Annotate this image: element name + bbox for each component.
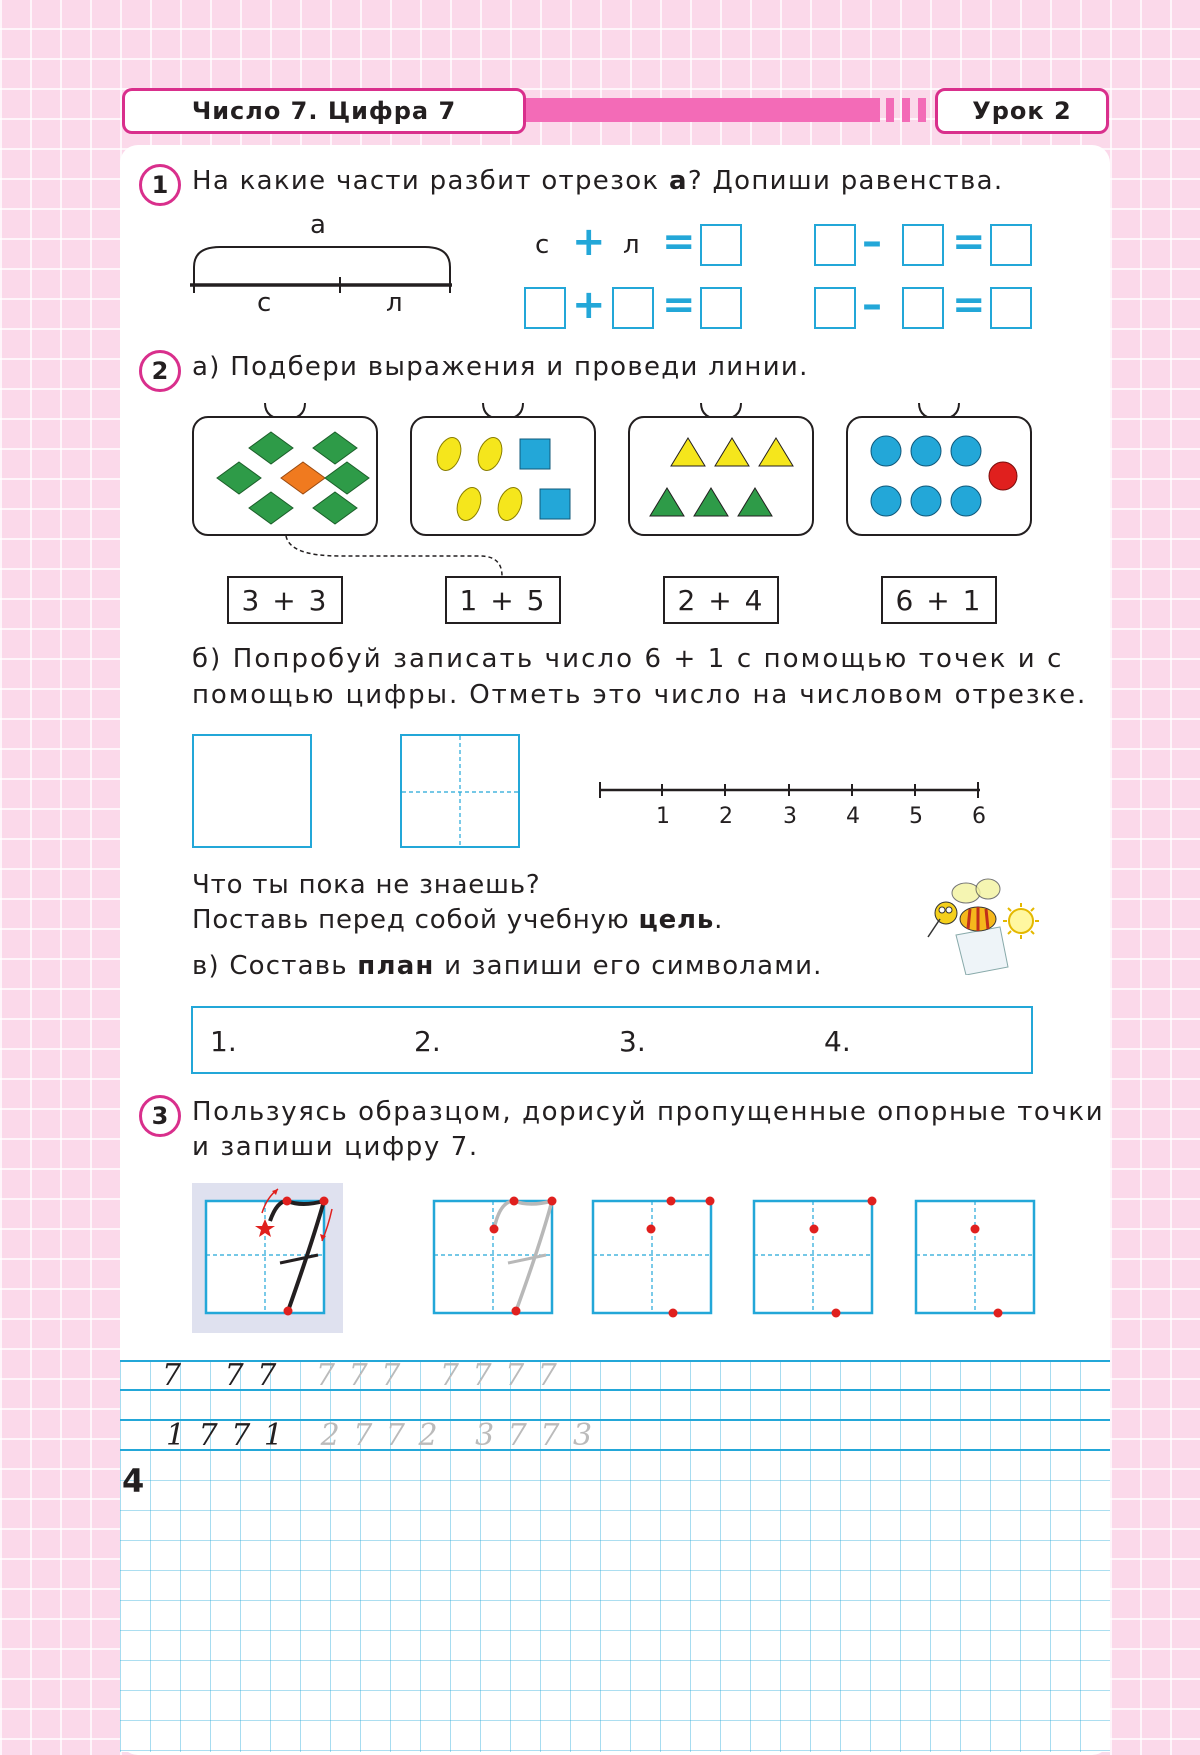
picture-ovals-squares[interactable]	[410, 416, 596, 536]
answer-box[interactable]	[902, 224, 944, 266]
question-line2-a: Поставь перед собой учебную	[192, 905, 639, 935]
task2-part-b-line2: помощью цифры. Отметь это число на числовом отрезке.	[192, 680, 1088, 710]
question-line1: Что ты пока не знаешь?	[192, 870, 541, 900]
tick-label: 1	[656, 804, 670, 829]
copy-digit: 3	[475, 1418, 495, 1453]
digit-answer-box[interactable]	[400, 734, 520, 848]
eq-var-c: с	[535, 230, 551, 260]
sample-digit-seven	[192, 1183, 343, 1333]
copy-digit: 1	[263, 1418, 284, 1453]
task2-part-c-b: и запиши его символами.	[434, 951, 823, 981]
lesson-number: Урок 2	[935, 88, 1109, 134]
task-number-1: 1	[139, 164, 181, 206]
expression-box-3[interactable]: 2 + 4	[663, 576, 779, 624]
minus-sign: –	[862, 282, 882, 328]
digit-box-guides	[402, 736, 518, 846]
copy-digit: 7	[505, 1360, 525, 1393]
task1-text-a: На какие части разбит отрезок	[192, 166, 670, 196]
oval-square-shapes	[412, 418, 598, 538]
answer-box[interactable]	[700, 287, 742, 329]
copybook-row-2	[166, 1418, 592, 1453]
number-line[interactable]	[596, 778, 988, 802]
task2-part-c-a: в) Составь	[192, 951, 358, 981]
copy-digit: 1	[166, 1418, 186, 1453]
answer-box[interactable]	[814, 224, 856, 266]
task1-text	[192, 166, 1003, 196]
copy-digit: 2	[418, 1418, 438, 1453]
lesson-title: Число 7. Цифра 7	[122, 88, 526, 134]
tick-label: 3	[783, 804, 797, 829]
triangle-shapes	[630, 418, 816, 538]
plan-step-2: 2.	[414, 1025, 441, 1058]
tick-label: 5	[909, 804, 923, 829]
practice-box-4[interactable]	[912, 1193, 1042, 1323]
plan-box[interactable]	[191, 1006, 1033, 1074]
tick-label: 6	[972, 804, 986, 829]
page-number: 4	[122, 1462, 145, 1500]
segment-label-l: л	[386, 288, 404, 318]
task2-part-b-line1: б) Попробуй записать число 6 + 1 с помощью точек и с	[192, 644, 1064, 674]
question-line2-bold: цель	[638, 905, 715, 935]
copy-digit: 7	[162, 1360, 182, 1393]
expression-box-4[interactable]: 6 + 1	[881, 576, 997, 624]
bee-illustration	[918, 875, 1043, 975]
task1-text-b: ? Допиши равенства.	[687, 166, 1004, 196]
header-stripe	[902, 98, 910, 122]
copy-digit: 7	[348, 1360, 368, 1393]
answer-box[interactable]	[524, 287, 566, 329]
copy-digit: 7	[231, 1418, 251, 1453]
copy-digit: 2	[320, 1418, 340, 1453]
copy-digit: 7	[353, 1418, 373, 1453]
answer-box[interactable]	[814, 287, 856, 329]
copy-digit: 7	[385, 1418, 405, 1453]
picture-rhombuses[interactable]	[192, 416, 378, 536]
question-line2	[192, 905, 723, 935]
task2-part-c-bold: план	[357, 951, 435, 981]
task2-part-a: а) Подбери выражения и проведи линии.	[192, 352, 809, 382]
question-line2-b: .	[714, 905, 724, 935]
copy-digit: 7	[507, 1418, 527, 1453]
equals-sign: =	[952, 219, 986, 265]
copy-digit: 7	[257, 1360, 277, 1393]
dots-answer-box[interactable]	[192, 734, 312, 848]
practice-box-3[interactable]	[750, 1193, 880, 1323]
equals-sign: =	[662, 282, 696, 328]
copy-digit: 3	[573, 1418, 593, 1453]
copy-digit: 7	[198, 1418, 218, 1453]
copy-digit: 7	[315, 1360, 336, 1393]
plus-sign: +	[572, 282, 606, 328]
header-stripe	[918, 98, 926, 122]
plan-step-3: 3.	[619, 1025, 646, 1058]
plan-step-4: 4.	[824, 1025, 851, 1058]
copy-digit: 7	[537, 1360, 557, 1393]
answer-box[interactable]	[990, 224, 1032, 266]
tick-label: 4	[846, 804, 860, 829]
plan-step-1: 1.	[210, 1025, 237, 1058]
segment-label-a: а	[310, 210, 328, 240]
task3-line2: и запиши цифру 7.	[192, 1132, 479, 1162]
task-number-2: 2	[139, 350, 181, 392]
copybook-strip[interactable]	[120, 1360, 1110, 1752]
minus-sign: –	[862, 219, 882, 265]
sample-digit-box	[192, 1183, 343, 1333]
copy-digit: 7	[224, 1360, 244, 1393]
task-number-3: 3	[139, 1095, 181, 1137]
plus-sign: +	[572, 219, 606, 265]
rhombus-shapes	[194, 418, 380, 538]
task2-part-c	[192, 951, 823, 981]
task3-line1: Пользуясь образцом, дорисуй пропущенные опорные точки	[192, 1097, 1105, 1127]
task1-text-bold: а	[669, 166, 688, 196]
equals-sign: =	[662, 219, 696, 265]
header-bar	[520, 98, 880, 122]
tick-label: 2	[719, 804, 733, 829]
answer-box[interactable]	[700, 224, 742, 266]
copy-digit: 7	[439, 1360, 459, 1393]
eq-var-l: л	[623, 230, 641, 260]
equals-sign: =	[952, 282, 986, 328]
practice-box-2[interactable]	[589, 1193, 719, 1323]
picture-circles[interactable]	[846, 416, 1032, 536]
answer-box[interactable]	[902, 287, 944, 329]
header-stripe	[886, 98, 894, 122]
copy-digit: 7	[472, 1360, 492, 1393]
copy-digit: 7	[381, 1360, 401, 1393]
answer-box[interactable]	[612, 287, 654, 329]
copybook-row-1	[162, 1360, 557, 1393]
expression-box-1[interactable]: 3 + 3	[227, 576, 343, 624]
picture-triangles[interactable]	[628, 416, 814, 536]
segment-label-c: с	[257, 288, 273, 318]
copy-digit: 7	[540, 1418, 560, 1453]
circle-shapes	[848, 418, 1034, 538]
practice-box-1[interactable]	[430, 1193, 560, 1323]
answer-box[interactable]	[990, 287, 1032, 329]
expression-box-2[interactable]: 1 + 5	[445, 576, 561, 624]
